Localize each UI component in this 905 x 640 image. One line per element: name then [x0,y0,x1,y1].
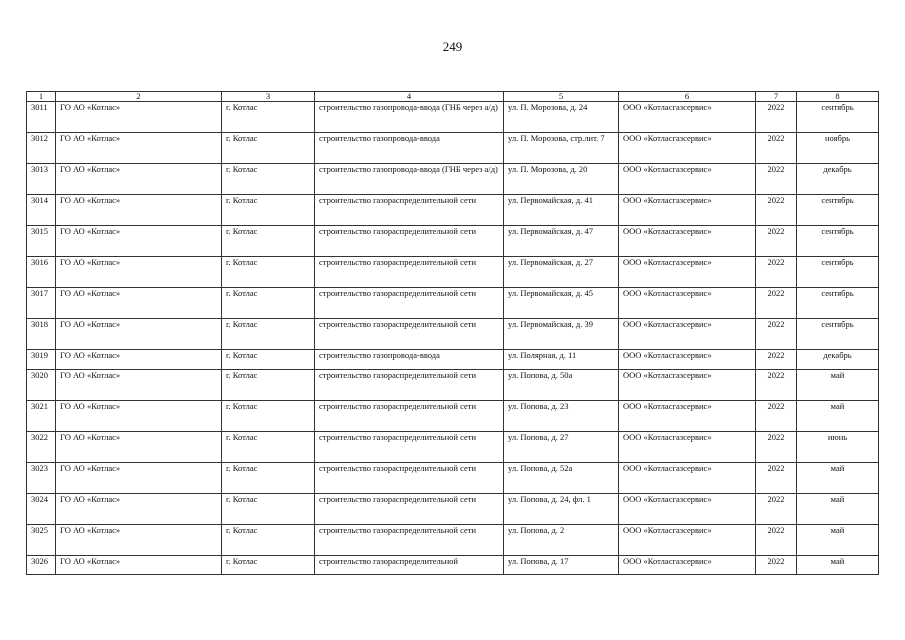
row-number-cell: 3022 [27,432,56,463]
city-cell: г. Котлас [222,226,315,257]
work-type-cell: строительство газораспределительной сети [315,525,504,556]
year-cell: 2022 [756,226,797,257]
contractor-cell: ООО «Котласгазсервис» [619,319,756,350]
owner-cell: ГО АО «Котлас» [56,432,222,463]
work-type-cell: строительство газопровода-ввода (ГНБ через а/д) [315,102,504,133]
owner-cell: ГО АО «Котлас» [56,164,222,195]
table-row [27,257,879,288]
year-cell: 2022 [756,525,797,556]
owner-cell: ГО АО «Котлас» [56,319,222,350]
month-cell: май [797,525,879,556]
row-number-cell: 3014 [27,195,56,226]
address-cell: ул. Первомайская, д. 41 [504,195,619,226]
contractor-cell: ООО «Котласгазсервис» [619,195,756,226]
address-cell: ул. П. Морозова, д. 24 [504,102,619,133]
month-cell: июнь [797,432,879,463]
header-row [27,92,879,102]
year-cell: 2022 [756,463,797,494]
address-cell: ул. Полярная, д. 11 [504,350,619,370]
table-row [27,195,879,226]
contractor-cell: ООО «Котласгазсервис» [619,432,756,463]
owner-cell: ГО АО «Котлас» [56,288,222,319]
column-header: 8 [797,92,879,102]
table-row [27,133,879,164]
owner-cell: ГО АО «Котлас» [56,463,222,494]
owner-cell: ГО АО «Котлас» [56,370,222,401]
month-cell: май [797,370,879,401]
table-row [27,370,879,401]
contractor-cell: ООО «Котласгазсервис» [619,133,756,164]
row-number-cell: 3025 [27,525,56,556]
contractor-cell: ООО «Котласгазсервис» [619,525,756,556]
city-cell: г. Котлас [222,195,315,226]
city-cell: г. Котлас [222,257,315,288]
month-cell: май [797,494,879,525]
month-cell: декабрь [797,350,879,370]
address-cell: ул. Попова, д. 2 [504,525,619,556]
address-cell: ул. Попова, д. 50а [504,370,619,401]
year-cell: 2022 [756,164,797,195]
contractor-cell: ООО «Котласгазсервис» [619,370,756,401]
work-type-cell: строительство газопровода-ввода [315,133,504,164]
address-cell: ул. П. Морозова, стр.лит. 7 [504,133,619,164]
owner-cell: ГО АО «Котлас» [56,226,222,257]
year-cell: 2022 [756,432,797,463]
work-type-cell: строительство газораспределительной сети [315,288,504,319]
month-cell: сентябрь [797,319,879,350]
address-cell: ул. Первомайская, д. 47 [504,226,619,257]
owner-cell: ГО АО «Котлас» [56,556,222,575]
year-cell: 2022 [756,288,797,319]
year-cell: 2022 [756,370,797,401]
city-cell: г. Котлас [222,494,315,525]
contractor-cell: ООО «Котласгазсервис» [619,164,756,195]
table-row [27,319,879,350]
page-number: 249 [442,39,463,54]
year-cell: 2022 [756,102,797,133]
row-number-cell: 3023 [27,463,56,494]
month-cell: декабрь [797,164,879,195]
table-row [27,556,879,575]
row-number-cell: 3016 [27,257,56,288]
row-number-cell: 3011 [27,102,56,133]
month-cell: сентябрь [797,288,879,319]
column-header: 6 [619,92,756,102]
table-row [27,432,879,463]
table-body [27,102,879,575]
table-row [27,401,879,432]
work-type-cell: строительство газораспределительной сети [315,195,504,226]
month-cell: сентябрь [797,195,879,226]
row-number-cell: 3024 [27,494,56,525]
month-cell: сентябрь [797,257,879,288]
owner-cell: ГО АО «Котлас» [56,133,222,164]
month-cell: сентябрь [797,226,879,257]
city-cell: г. Котлас [222,319,315,350]
address-cell: ул. Попова, д. 52а [504,463,619,494]
column-header: 7 [756,92,797,102]
city-cell: г. Котлас [222,556,315,575]
owner-cell: ГО АО «Котлас» [56,350,222,370]
year-cell: 2022 [756,195,797,226]
city-cell: г. Котлас [222,401,315,432]
city-cell: г. Котлас [222,133,315,164]
contractor-cell: ООО «Котласгазсервис» [619,556,756,575]
contractor-cell: ООО «Котласгазсервис» [619,288,756,319]
year-cell: 2022 [756,494,797,525]
city-cell: г. Котлас [222,102,315,133]
year-cell: 2022 [756,401,797,432]
month-cell: май [797,556,879,575]
work-type-cell: строительство газораспределительной [315,556,504,575]
contractor-cell: ООО «Котласгазсервис» [619,226,756,257]
year-cell: 2022 [756,319,797,350]
owner-cell: ГО АО «Котлас» [56,257,222,288]
row-number-cell: 3018 [27,319,56,350]
column-header: 1 [27,92,56,102]
column-header: 5 [504,92,619,102]
address-cell: ул. Попова, д. 27 [504,432,619,463]
owner-cell: ГО АО «Котлас» [56,102,222,133]
contractor-cell: ООО «Котласгазсервис» [619,463,756,494]
row-number-cell: 3026 [27,556,56,575]
register-table [26,91,879,575]
contractor-cell: ООО «Котласгазсервис» [619,102,756,133]
table-row [27,102,879,133]
month-cell: май [797,401,879,432]
row-number-cell: 3013 [27,164,56,195]
city-cell: г. Котлас [222,370,315,401]
work-type-cell: строительство газораспределительной сети [315,257,504,288]
table-row [27,288,879,319]
year-cell: 2022 [756,257,797,288]
table-row [27,226,879,257]
contractor-cell: ООО «Котласгазсервис» [619,350,756,370]
work-type-cell: строительство газораспределительной сети [315,370,504,401]
work-type-cell: строительство газораспределительной сети [315,401,504,432]
row-number-cell: 3015 [27,226,56,257]
owner-cell: ГО АО «Котлас» [56,494,222,525]
work-type-cell: строительство газораспределительной сети [315,432,504,463]
table-row [27,463,879,494]
city-cell: г. Котлас [222,288,315,319]
address-cell: ул. Попова, д. 23 [504,401,619,432]
address-cell: ул. Попова, д. 17 [504,556,619,575]
address-cell: ул. Попова, д. 24, фл. 1 [504,494,619,525]
address-cell: ул. Первомайская, д. 27 [504,257,619,288]
address-cell: ул. Первомайская, д. 45 [504,288,619,319]
column-header: 3 [222,92,315,102]
table-row [27,525,879,556]
table-row [27,350,879,370]
address-cell: ул. Первомайская, д. 39 [504,319,619,350]
year-cell: 2022 [756,133,797,164]
contractor-cell: ООО «Котласгазсервис» [619,494,756,525]
month-cell: сентябрь [797,102,879,133]
column-header: 2 [56,92,222,102]
city-cell: г. Котлас [222,350,315,370]
owner-cell: ГО АО «Котлас» [56,525,222,556]
year-cell: 2022 [756,556,797,575]
work-type-cell: строительство газораспределительной сети [315,494,504,525]
row-number-cell: 3019 [27,350,56,370]
contractor-cell: ООО «Котласгазсервис» [619,401,756,432]
work-type-cell: строительство газораспределительной сети [315,319,504,350]
work-type-cell: строительство газораспределительной сети [315,463,504,494]
table-row [27,164,879,195]
row-number-cell: 3021 [27,401,56,432]
year-cell: 2022 [756,350,797,370]
row-number-cell: 3012 [27,133,56,164]
city-cell: г. Котлас [222,164,315,195]
row-number-cell: 3017 [27,288,56,319]
month-cell: ноябрь [797,133,879,164]
work-type-cell: строительство газораспределительной сети [315,226,504,257]
row-number-cell: 3020 [27,370,56,401]
work-type-cell: строительство газопровода-ввода [315,350,504,370]
work-type-cell: строительство газопровода-ввода (ГНБ через а/д) [315,164,504,195]
city-cell: г. Котлас [222,432,315,463]
address-cell: ул. П. Морозова, д. 20 [504,164,619,195]
owner-cell: ГО АО «Котлас» [56,195,222,226]
column-header: 4 [315,92,504,102]
city-cell: г. Котлас [222,525,315,556]
owner-cell: ГО АО «Котлас» [56,401,222,432]
contractor-cell: ООО «Котласгазсервис» [619,257,756,288]
city-cell: г. Котлас [222,463,315,494]
table-row [27,494,879,525]
month-cell: май [797,463,879,494]
